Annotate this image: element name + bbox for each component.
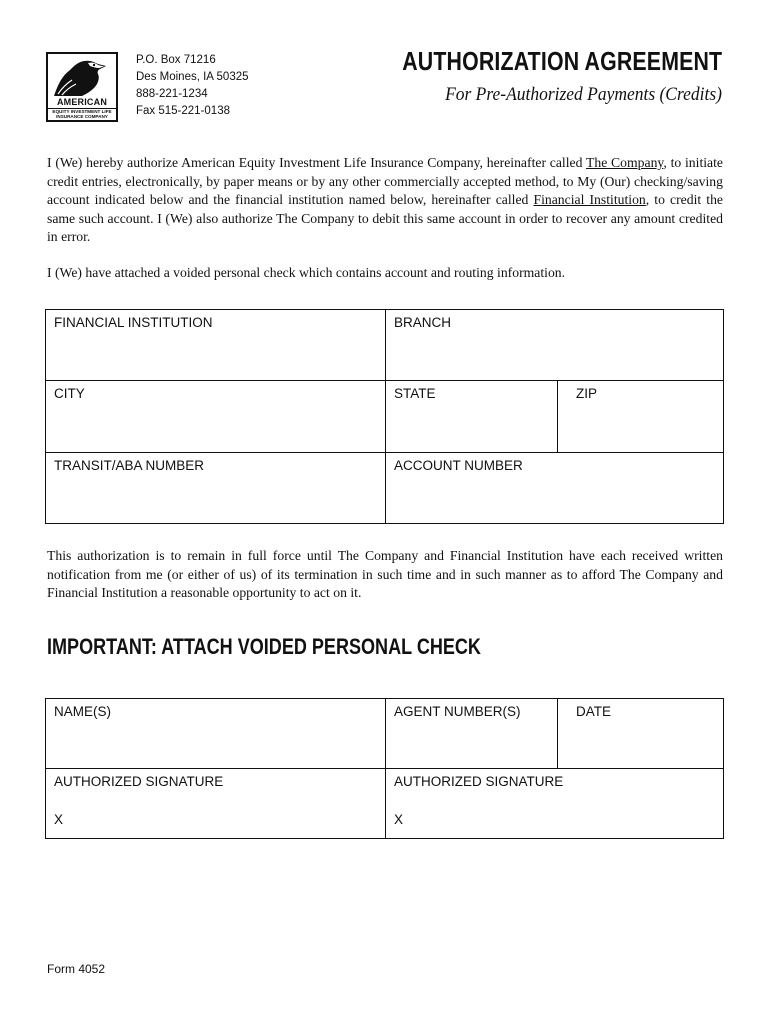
agent-number-field[interactable] (386, 699, 557, 768)
city-field[interactable] (46, 381, 385, 452)
financial-institution-term: Financial Institution (533, 192, 646, 208)
zip-field[interactable] (558, 381, 723, 452)
company-term: The Company (585, 155, 664, 170)
page-title: AUTHORIZATION AGREEMENT (401, 46, 722, 76)
financial-institution-label: FINANCIAL INSTITUTION (54, 315, 213, 330)
zip-label: ZIP (576, 386, 598, 401)
transit-aba-field[interactable] (46, 453, 385, 524)
intro-text-1: I (We) hereby authorize American Equity Investment Life Insurance Company, hereinafter called (47, 155, 586, 170)
authorization-paragraph (47, 154, 723, 247)
form-number: Form 4052 (47, 962, 106, 976)
signature-mark-2: X (394, 812, 404, 827)
state-label: STATE (394, 386, 436, 401)
authorized-signature-field-1[interactable] (46, 769, 385, 839)
authorized-signature-field-2[interactable] (386, 769, 723, 839)
fax-number: Fax 515-221-0138 (136, 105, 230, 117)
logo-line-1: AMERICAN (56, 97, 108, 107)
intro-text-2: , to initiate credit entries, electronically, by paper means or by any other commercially accepted method, to My (Our) checking/saving account indicated below and the financial institution named below, hereinafter called (47, 155, 723, 208)
transit-aba-label: TRANSIT/ABA NUMBER (54, 458, 205, 473)
authorized-signature-label-2: AUTHORIZED SIGNATURE (394, 774, 564, 789)
voided-check-paragraph: I (We) have attached a voided personal check which contains account and routing information. (47, 265, 566, 280)
company-address (136, 52, 249, 120)
city-label: CITY (54, 386, 85, 401)
intro-text-3: , to credit the same such account. I (We) also authorize The Company to debit this same account in order to recover any amount credited in error. (47, 192, 724, 245)
financial-institution-field[interactable] (46, 310, 385, 380)
important-notice: IMPORTANT: ATTACH VOIDED PERSONAL CHECK (47, 634, 481, 659)
po-box: P.O. Box 71216 (136, 54, 216, 66)
logo-line-2: EQUITY INVESTMENT LIFE (48, 108, 116, 115)
city-state: Des Moines, IA 50325 (136, 71, 249, 83)
terms-paragraph: This authorization is to remain in full force until The Company and Financial Institution have each received written notification from me (or either of us) of its termination in such time and in such manner as to afford The Company and Financial Institution a reasonable opportunity to act on it. (47, 548, 723, 601)
eagle-icon (48, 54, 116, 98)
company-logo (46, 52, 118, 122)
date-label: DATE (576, 704, 612, 719)
account-number-field[interactable] (386, 453, 723, 524)
date-field[interactable] (558, 699, 723, 768)
names-field[interactable] (46, 699, 385, 768)
signature-table (45, 698, 724, 839)
phone-number: 888-221-1234 (136, 88, 208, 100)
bank-info-table (45, 309, 724, 524)
branch-label: BRANCH (394, 315, 452, 330)
page-subtitle: For Pre-Authorized Payments (Credits) (445, 84, 722, 105)
logo-line-3: INSURANCE COMPANY (56, 114, 108, 119)
account-number-label: ACCOUNT NUMBER (394, 458, 523, 473)
names-label: NAME(S) (54, 704, 111, 719)
signature-mark-1: X (54, 812, 64, 827)
state-field[interactable] (386, 381, 557, 452)
authorized-signature-label-1: AUTHORIZED SIGNATURE (54, 774, 224, 789)
branch-field[interactable] (386, 310, 723, 380)
agent-number-label: AGENT NUMBER(S) (394, 704, 521, 719)
